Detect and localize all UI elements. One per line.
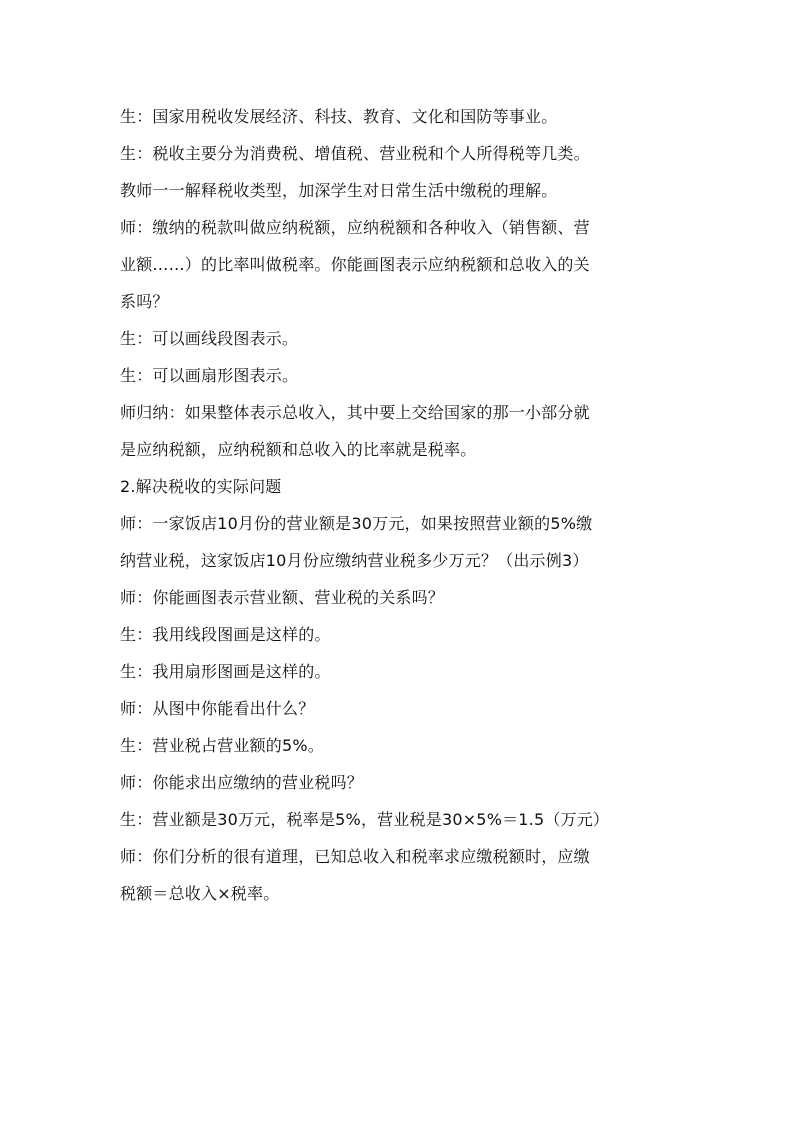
text-line: 教师一一解释税收类型，加深学生对日常生活中缴税的理解。 — [120, 181, 558, 200]
text-line: 生：可以画线段图表示。 — [120, 329, 299, 348]
text-line: 师：你能画图表示营业额、营业税的关系吗？ — [120, 588, 445, 607]
text-line: 生：营业额是30万元，税率是5%，营业税是30×5%＝1.5（万元） — [120, 810, 610, 829]
text-line: 师：你能求出应缴纳的营业税吗？ — [120, 773, 364, 792]
text-line: 是应纳税额，应纳税额和总收入的比率就是税率。 — [120, 440, 477, 459]
text-line: 税额＝总收入×税率。 — [120, 884, 280, 903]
text-line: 生：营业税占营业额的5%。 — [120, 736, 324, 755]
text-line: 师：缴纳的税款叫做应纳税额，应纳税额和各种收入（销售额、营 — [120, 218, 590, 237]
text-line: 师：从图中你能看出什么？ — [120, 699, 315, 718]
text-line: 业额……）的比率叫做税率。你能画图表示应纳税额和总收入的关 — [120, 255, 590, 274]
text-line: 生：我用线段图画是这样的。 — [120, 625, 331, 644]
text-line: 纳营业税，这家饭店10月份应缴纳营业税多少万元？（出示例3） — [120, 551, 589, 570]
text-line: 师：你们分析的很有道理，已知总收入和税率求应缴税额时，应缴 — [120, 847, 590, 866]
text-line: 生：我用扇形图画是这样的。 — [120, 662, 331, 681]
section-heading: 2.解决税收的实际问题 — [120, 477, 282, 496]
text-line: 系吗？ — [120, 292, 169, 311]
text-line: 师：一家饭店10月份的营业额是30万元，如果按照营业额的5%缴 — [120, 514, 593, 533]
text-line: 生：税收主要分为消费税、增值税、营业税和个人所得税等几类。 — [120, 144, 590, 163]
text-line: 师归纳：如果整体表示总收入，其中要上交给国家的那一小部分就 — [120, 403, 590, 422]
text-line: 生：国家用税收发展经济、科技、教育、文化和国防等事业。 — [120, 107, 558, 126]
document-body — [120, 98, 680, 912]
text-line: 生：可以画扇形图表示。 — [120, 366, 299, 385]
